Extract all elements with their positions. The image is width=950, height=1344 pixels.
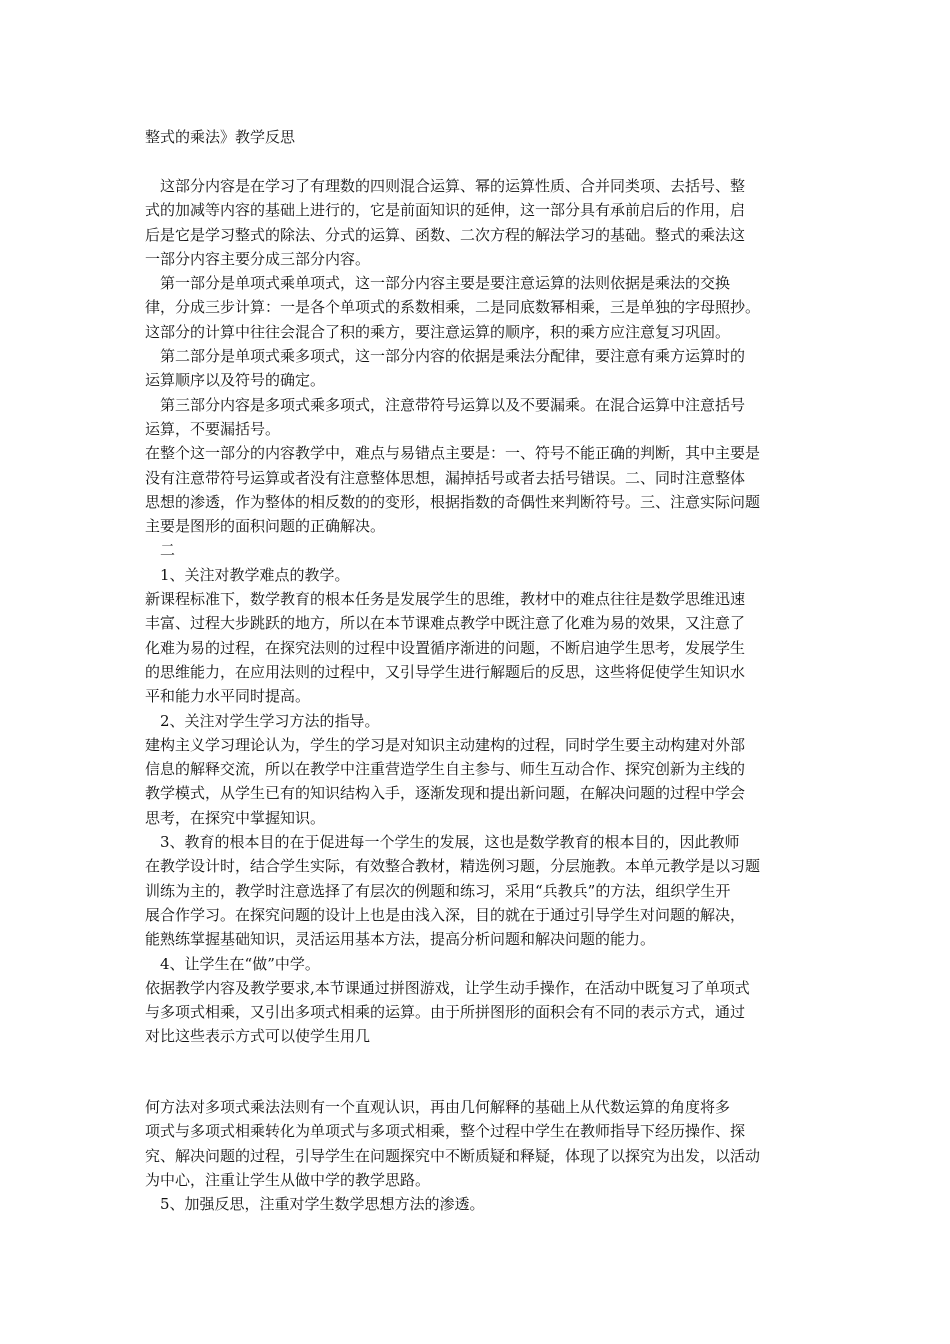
document-title: 整式的乘法》教学反思 bbox=[145, 128, 296, 146]
text-line: 第三部分内容是多项式乘多项式，注意带符号运算以及不要漏乘。在混合运算中注意括号 bbox=[145, 395, 746, 414]
section-heading: 1、关注对教学难点的教学。 bbox=[145, 565, 350, 584]
text-line: 何方法对多项式乘法法则有一个直观认识，再由几何解释的基础上从代数运算的角度将多 bbox=[145, 1098, 731, 1116]
text-line: 在整个这一部分的内容教学中，难点与易错点主要是：一、符号不能正确的判断，其中主要是 bbox=[145, 444, 761, 463]
text-line: 律，分成三步计算：一是各个单项式的系数相乘，二是同底数幂相乘，三是单独的字母照抄。 bbox=[145, 298, 761, 317]
text-line: 对比这些表示方式可以使学生用几 bbox=[145, 1027, 371, 1046]
text-line: 一部分内容主要分成三部分内容。 bbox=[145, 249, 371, 268]
text-line: 式的加减等内容的基础上进行的，它是前面知识的延伸，这一部分具有承前启后的作用，启 bbox=[145, 201, 746, 220]
text-line: 思考，在探究中掌握知识。 bbox=[145, 808, 326, 827]
section-heading: 5、加强反思，注重对学生数学思想方法的渗透。 bbox=[145, 1195, 485, 1214]
body-text-part2 bbox=[145, 1095, 805, 1216]
text-line: 展合作学习。在探究问题的设计上也是由浅入深，目的就在于通过引导学生对问题的解决， bbox=[145, 905, 746, 924]
section-heading: 二 bbox=[145, 541, 176, 560]
text-line: 没有注意带符号运算或者没有注意整体思想，漏掉括号或者去括号错误。二、同时注意整体 bbox=[145, 468, 746, 487]
text-line: 建构主义学习理论认为，学生的学习是对知识主动建构的过程，同时学生要主动构建对外部 bbox=[145, 735, 746, 754]
text-line: 新课程标准下，数学教育的根本任务是发展学生的思维，教材中的难点往往是数学思维迅速 bbox=[145, 590, 746, 609]
text-line: 思想的渗透，作为整体的相反数的的变形，根据指数的奇偶性来判断符号。三、注意实际问题 bbox=[145, 492, 761, 511]
text-line: 教学模式，从学生已有的知识结构入手，逐渐发现和提出新问题，在解决问题的过程中学会 bbox=[145, 784, 746, 803]
text-line: 后是它是学习整式的除法、分式的运算、函数、二次方程的解法学习的基础。整式的乘法这 bbox=[145, 225, 746, 244]
text-line: 这部分内容是在学习了有理数的四则混合运算、幂的运算性质、合并同类项、去括号、整 bbox=[145, 177, 746, 195]
text-line: 平和能力水平同时提高。 bbox=[145, 687, 311, 706]
text-line: 依据教学内容及教学要求,本节课通过拼图游戏，让学生动手操作，在活动中既复习了单项式 bbox=[145, 978, 750, 997]
text-line: 究、解决问题的过程，引导学生在问题探究中不断质疑和释疑，体现了以探究为出发，以活动 bbox=[145, 1146, 761, 1165]
text-line: 运算顺序以及符号的确定。 bbox=[145, 371, 326, 390]
section-heading: 2、关注对学生学习方法的指导。 bbox=[145, 711, 380, 730]
section-heading: 4、让学生在“做”中学。 bbox=[145, 954, 320, 973]
text-line: 化难为易的过程，在探究法则的过程中设置循序渐进的问题，不断启迪学生思考，发展学生 bbox=[145, 638, 746, 657]
body-text-part1 bbox=[145, 174, 805, 1049]
text-line: 在教学设计时，结合学生实际，有效整合教材，精选例习题，分层施教。本单元教学是以习题 bbox=[145, 857, 761, 876]
text-line: 第二部分是单项式乘多项式，这一部分内容的依据是乘法分配律，要注意有乘方运算时的 bbox=[145, 347, 746, 366]
section-heading: 3、教育的根本目的在于促进每一个学生的发展，这也是数学教育的根本目的，因此教师 bbox=[145, 833, 740, 852]
text-line: 能熟练掌握基础知识，灵活运用基本方法，提高分析问题和解决问题的能力。 bbox=[145, 930, 656, 949]
text-line: 第一部分是单项式乘单项式，这一部分内容主要是要注意运算的法则依据是乘法的交换 bbox=[145, 274, 731, 293]
text-line: 项式与多项式相乘转化为单项式与多项式相乘，整个过程中学生在教师指导下经历操作、探 bbox=[145, 1122, 746, 1141]
text-line: 训练为主的，教学时注意选择了有层次的例题和练习，采用“兵教兵”的方法，组织学生开 bbox=[145, 881, 731, 900]
text-line: 与多项式相乘，又引出多项式相乘的运算。由于所拼图形的面积会有不同的表示方式，通过 bbox=[145, 1003, 746, 1022]
text-line: 主要是图形的面积问题的正确解决。 bbox=[145, 517, 386, 536]
text-line: 信息的解释交流，所以在教学中注重营造学生自主参与、师生互动合作、探究创新为主线的 bbox=[145, 760, 746, 779]
text-line: 丰富、过程大步跳跃的地方，所以在本节课难点教学中既注意了化难为易的效果，又注意了 bbox=[145, 614, 746, 633]
text-line: 的思维能力，在应用法则的过程中，又引导学生进行解题后的反思，这些将促使学生知识水 bbox=[145, 662, 746, 681]
text-line: 这部分的计算中往往会混合了积的乘方，要注意运算的顺序，积的乘方应注意复习巩固。 bbox=[145, 322, 731, 341]
text-line: 为中心，注重让学生从做中学的教学思路。 bbox=[145, 1170, 431, 1189]
text-line: 运算，不要漏括号。 bbox=[145, 419, 281, 438]
